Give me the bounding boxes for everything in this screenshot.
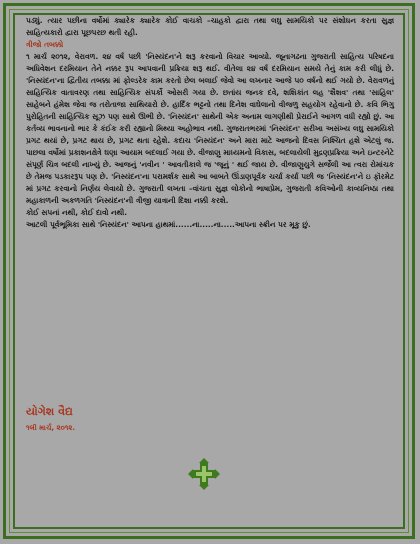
closing-line-2: આટલી પૂર્વભૂમિકા સાથે 'નિસ્યંદન' આપના હાથમાં......ના.....ના.....આપના સ્ક્રીન પર મૂકુ છું. (26, 220, 311, 229)
document-body (26, 15, 394, 231)
closing-line-1: કોઈ સપનાં નથી, કોઈ દાવો નથી. (26, 208, 128, 217)
section-heading: ત્રીજો તબક્કો (26, 40, 64, 49)
cross-arrows-icon (188, 458, 220, 490)
signature-date: ૧લી માર્ચ, ૨૦૧૨. (26, 424, 76, 432)
signature-name: યોગેશ વૈદ્ય (26, 405, 73, 418)
intro-paragraph: પડ્યું. ત્યાર પછીના વર્ષોમાં ક્યારેક ક્યારેક કોઈ વાચકો –ચાહકો દ્વારા તથા લઘુ સામયિકો પર સંશોધન કરતા સુજ્ઞ સાહિત્યકારો દ્વારા પૂછપરછ થતી રહી. (26, 16, 394, 37)
main-paragraph: ૧ માર્ચ ૨૦૧૨, વેરાવળ. ૨૪ વર્ષ પછી 'નિસ્યંદન'ને શરૂ કરવાનો વિચાર આવ્યો. જૂનાગઢના ગુજરાતી સાહિત્ય પરિષદના અધિવેશન દરમિયાન તેને નક્કર રૂપ આપવાની પ્રક્રિયા શરૂ થઈ. વીતેલા ૨૪ વર્ષ દરમિયાન સમયે તેનું કામ કરી લીધું છે. 'નિસ્યંદન'ના દ્વિતીય તબક્કા માં ફોલ્ડરેક કામ કરતો છેલ બલાઈ જેવો આ લખનાર આજે ૫૦ વર્ષનો થઈ ગયો છે. વેરાવળનું સાહિત્યિક વાતાવરણ તથા સાહિત્યિક સંપર્કો ઓસરી ગયા છે. છતાંય જનક દવે, શશિકાંત લહ 'શૈશવ' તથા 'સાહિલ' સાહેબને હંમેશ જેવા જ તરોતાજા સાથિયારો છે. હાર્દિક ભટ્ટનો તથા દિનેશ વાઘેલાનો વીજળુ સહયોગ રહેવાનો છે. કવિ ભિગુ પુરોહિતની સાહિત્યિક સૂઝ પણ સાથે ઊભી છે. 'નિસ્યંદન' સાથેની એક અનામ લાગણીથી પ્રેરાઈને આગળ વધી રહ્યો છું. આ કર્તવ્ય ભાવનાનો ભાર કે કંઈક કરી રહ્યાનો મિથ્યા અહોભાવ નથી. ગુજરાતભરમાં 'નિસ્યંદન' સરીખા અસંખ્ય લઘુ સામયિકો પ્રગટ થયાં છે, પ્રગટ થાય છે, પ્રગટ થતા રહેશે. કદાચ 'નિસ્યંદન' અને મારા માટે આજનો દિવસ નિશ્ચિત હશે એટલું જ. પાછલા વર્ષોમાં પ્રકાશનક્ષેત્રે ઘણા આયામ બદલાઈ ગયા છે. વીજાણુ માધ્યમનો વિકાસ, બદલાયેલી મુદ્રણપ્રક્રિયા અને ઇન્ટરનેટે સંપૂર્ણ ચિત્ર બદલી નાખ્યું છે. આજનું 'નવીન ' આવતીકાલે જ 'જૂનું ' થઈ જાય છે. વીજાણુયુગે સર્જેલી આ ત્વરા રોમાંચક છે તેમજ પડકારરૂપ પણ છે. 'નિસ્યંદન'ના પરામર્શક સાથે આ બાબતે ઊંડાણપૂર્વક ચર્ચા કર્યા પછી જ 'નિસ્યંદન'ને ઇ ફૉરમેટ માં પ્રગટ કરવાનો નિર્ણય લેવાયો છે. ગુજરાતી લખતા –વાંચતા સુજ્ઞ લોકોનો ભાષાપ્રેમ, ગુજરાતી કવિઓની કાવ્યનિષ્ઠા તથા મહાકાળની અકળગતિ 'નિસ્યંદન'ની ત્રીજી યાત્રાની દિશા નક્કી કરશે. (26, 52, 394, 205)
